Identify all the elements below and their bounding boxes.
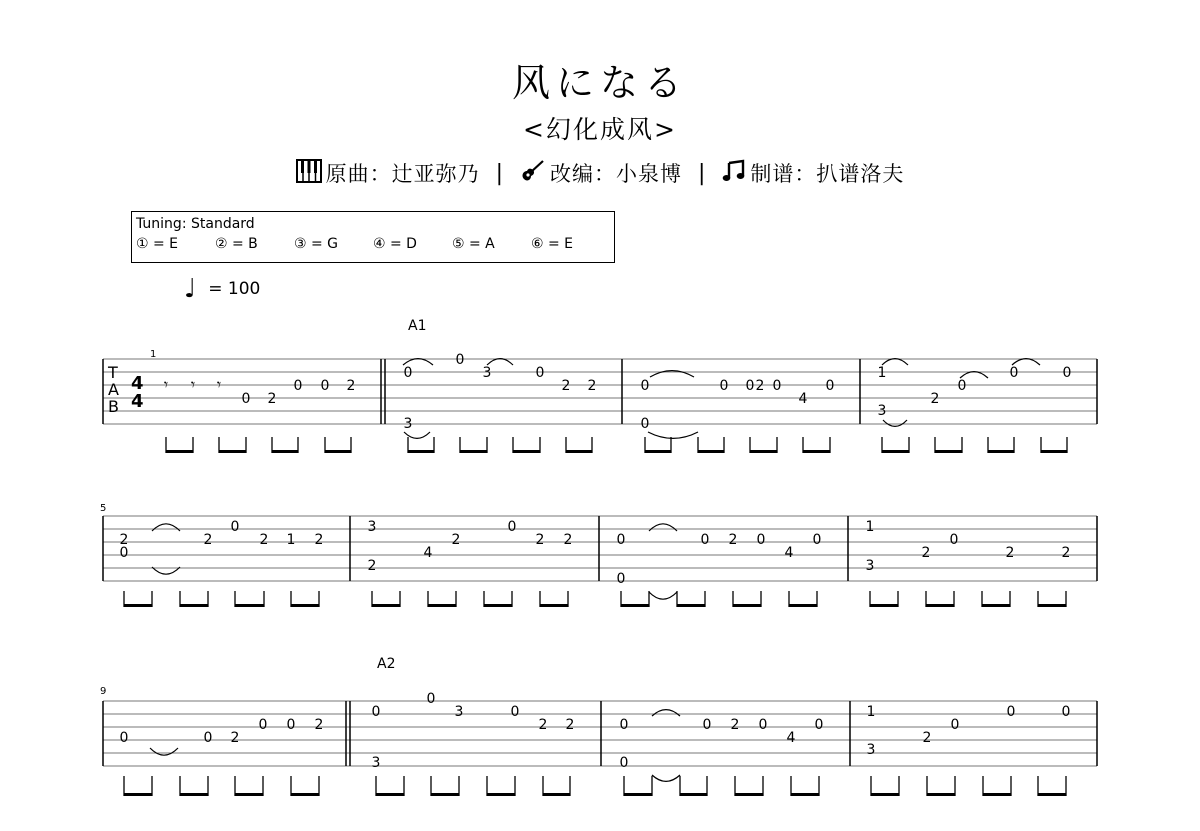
- fret-number: 0: [230, 519, 240, 535]
- score-subtitle: <幻化成风>: [523, 115, 677, 144]
- fret-number: 0: [371, 704, 381, 720]
- note-beam: [983, 793, 1011, 796]
- note-beam: [791, 793, 819, 796]
- note-beam: [166, 450, 193, 453]
- tie-arc: [883, 420, 907, 426]
- fret-number: 0: [286, 717, 296, 733]
- fret-number: 0: [1062, 365, 1072, 381]
- quarter-note-icon: ♩: [184, 274, 197, 304]
- fret-number: 0: [619, 717, 629, 733]
- fret-number: 1: [286, 532, 296, 548]
- fret-number: 3: [454, 704, 464, 720]
- fret-number: 0: [510, 704, 520, 720]
- fret-number: 1: [866, 704, 876, 720]
- tie-arc: [152, 524, 180, 531]
- tuning-string-4: ④ = D: [373, 236, 417, 252]
- measure-11: [620, 717, 824, 771]
- fret-number: 0: [640, 416, 650, 432]
- fret-number: 2: [267, 391, 277, 407]
- note-beam: [431, 793, 459, 796]
- fret-number: 0: [619, 755, 629, 771]
- fret-number: 4: [786, 730, 796, 746]
- fret-number: 2: [587, 378, 597, 394]
- note-beam: [988, 450, 1014, 453]
- fret-number: 3: [866, 742, 876, 758]
- fret-number: 0: [119, 545, 129, 561]
- measure-12: [867, 704, 1071, 758]
- fret-number: 4: [798, 391, 808, 407]
- note-beam: [698, 450, 724, 453]
- section-marker-a1: A1: [408, 318, 427, 334]
- note-beam: [235, 793, 263, 796]
- fret-number: 3: [482, 365, 492, 381]
- fret-number: 2: [230, 730, 240, 746]
- time-signature-bottom: 4: [131, 391, 144, 412]
- fret-number: 0: [814, 717, 824, 733]
- fret-number: 0: [241, 391, 251, 407]
- note-beam: [180, 604, 208, 607]
- credit-separator: |: [698, 160, 707, 186]
- fret-number: 2: [203, 532, 213, 548]
- note-beam: [540, 604, 568, 607]
- tab-clef-a: A: [108, 380, 119, 399]
- note-beam: [291, 604, 319, 607]
- fret-number: 0: [320, 378, 330, 394]
- note-beam: [235, 604, 264, 607]
- tie-arc: [652, 775, 680, 781]
- credit-transcriber-value: 扒谱洛夫: [816, 162, 905, 186]
- fret-number: 2: [563, 532, 573, 548]
- fret-number: 0: [535, 365, 545, 381]
- tab-clef-t: T: [108, 363, 118, 382]
- credit-transcriber-label: 制谱：: [750, 162, 817, 186]
- fret-number: 0: [719, 378, 729, 394]
- tuning-string-3: ③ = G: [294, 236, 339, 252]
- fret-number: 2: [119, 532, 129, 548]
- eighth-rest: 𝄾: [190, 375, 196, 394]
- tuning-value: Standard: [191, 216, 255, 232]
- fret-number: 2: [346, 378, 356, 394]
- fret-number: 0: [1006, 704, 1016, 720]
- measure-7: [617, 532, 822, 587]
- note-beam: [870, 604, 898, 607]
- fret-number: 0: [1061, 704, 1071, 720]
- fret-number: 4: [423, 545, 433, 561]
- measure-8: [866, 519, 1071, 574]
- fret-number: 0: [640, 378, 650, 394]
- fret-number: 3: [371, 755, 381, 771]
- credit-composer-label: 原曲：: [325, 162, 392, 186]
- fret-number: 0: [812, 532, 822, 548]
- tie-arc: [150, 748, 178, 755]
- note-beam: [408, 450, 434, 453]
- fret-number: 3: [877, 403, 887, 419]
- tie-arc: [649, 524, 677, 531]
- fret-number: 0: [293, 378, 303, 394]
- tie-arc: [649, 592, 677, 599]
- fret-number: 0: [745, 378, 755, 394]
- measure-10: [372, 691, 575, 771]
- credit-arranger-label: 改编：: [550, 162, 616, 186]
- fret-number: 0: [950, 717, 960, 733]
- note-beam: [735, 793, 763, 796]
- note-beam: [291, 793, 319, 796]
- note-beam: [372, 604, 400, 607]
- note-beam: [566, 450, 592, 453]
- credit-separator: |: [495, 160, 504, 186]
- note-beam: [677, 604, 705, 607]
- fret-number: 0: [616, 571, 626, 587]
- tab-clef-b: B: [108, 397, 119, 416]
- fret-number: 2: [561, 378, 571, 394]
- fret-number: 2: [314, 717, 324, 733]
- note-beam: [124, 604, 152, 607]
- section-marker-a2: A2: [377, 656, 396, 672]
- fret-number: 3: [865, 558, 875, 574]
- fret-number: 2: [259, 532, 269, 548]
- note-beam: [487, 793, 515, 796]
- tie-arc: [648, 432, 698, 438]
- fret-number: 0: [507, 519, 517, 535]
- fret-number: 2: [921, 545, 931, 561]
- note-beam: [645, 450, 671, 453]
- fret-number: 0: [455, 352, 465, 368]
- tab-systems: [103, 359, 1097, 796]
- note-beam: [935, 450, 962, 453]
- note-beam: [926, 604, 954, 607]
- measure-1: [164, 375, 356, 407]
- fret-number: 0: [616, 532, 626, 548]
- fret-number: 4: [784, 545, 794, 561]
- fret-number: 0: [403, 365, 413, 381]
- tuning-string-1: ① = E: [136, 236, 179, 252]
- note-beam: [680, 793, 707, 796]
- fret-number: 2: [728, 532, 738, 548]
- note-beam: [484, 604, 512, 607]
- fret-number: 1: [877, 365, 887, 381]
- tuning-string-6: ⑥ = E: [531, 236, 574, 252]
- fret-number: 2: [314, 532, 324, 548]
- tie-arc: [652, 710, 680, 716]
- credit-arranger-value: 小泉博: [616, 162, 682, 186]
- score-title: 风になる: [511, 61, 688, 105]
- fret-number: 0: [1009, 365, 1019, 381]
- fret-number: 2: [538, 717, 548, 733]
- fret-number: 0: [203, 730, 213, 746]
- note-beam: [982, 604, 1010, 607]
- fret-number: 0: [258, 717, 268, 733]
- tuning-string-5: ⑤ = A: [452, 236, 495, 252]
- note-beam: [871, 793, 899, 796]
- note-beam: [750, 450, 777, 453]
- note-beam: [1041, 450, 1067, 453]
- note-beam: [1038, 793, 1066, 796]
- fret-number: 0: [758, 717, 768, 733]
- fret-number: 0: [957, 378, 967, 394]
- fret-number: 2: [922, 730, 932, 746]
- measure-number: 1: [150, 349, 157, 360]
- eighth-rest: 𝄾: [216, 375, 222, 394]
- measure-number: 9: [100, 686, 107, 697]
- fret-number: 2: [1005, 545, 1015, 561]
- eighth-rest: 𝄾: [163, 375, 169, 394]
- measure-9: [120, 717, 324, 746]
- fret-number: 0: [426, 691, 436, 707]
- fret-number: 2: [535, 532, 545, 548]
- fret-number: 3: [367, 519, 377, 535]
- note-beam: [180, 793, 208, 796]
- fret-number: 2: [367, 558, 377, 574]
- fret-number: 0: [825, 378, 835, 394]
- note-beam: [513, 450, 540, 453]
- note-beam: [543, 793, 570, 796]
- measure-6: [368, 519, 573, 574]
- fret-number: 3: [403, 416, 413, 432]
- fret-number: 0: [700, 532, 710, 548]
- fret-number: 0: [119, 730, 129, 746]
- note-beam: [621, 604, 649, 607]
- note-beam: [124, 793, 152, 796]
- note-beam: [1038, 604, 1066, 607]
- note-beam: [733, 604, 761, 607]
- time-signature-top: 4: [131, 373, 144, 394]
- fret-number: 1: [865, 519, 875, 535]
- fret-number: 2: [565, 717, 575, 733]
- fret-number: 0: [702, 717, 712, 733]
- tempo-value: = 100: [208, 279, 261, 299]
- fret-number: 0: [949, 532, 959, 548]
- note-beam: [803, 450, 830, 453]
- fret-number: 0: [772, 378, 782, 394]
- note-beam: [272, 450, 298, 453]
- note-beam: [927, 793, 955, 796]
- tuning-string-2: ② = B: [215, 236, 258, 252]
- fret-number: 2: [930, 391, 940, 407]
- fret-number: 2: [755, 378, 765, 394]
- note-beam: [882, 450, 909, 453]
- note-beam: [624, 793, 652, 796]
- note-beam: [219, 450, 246, 453]
- fret-number: 2: [451, 532, 461, 548]
- fret-number: 2: [1061, 545, 1071, 561]
- fret-number: 0: [756, 532, 766, 548]
- note-beam: [428, 604, 456, 607]
- note-beam: [376, 793, 404, 796]
- credit-composer-value: 辻亚弥乃: [391, 162, 480, 186]
- note-beam: [460, 450, 487, 453]
- note-beam: [789, 604, 817, 607]
- fret-number: 2: [730, 717, 740, 733]
- note-beam: [325, 450, 351, 453]
- tuning-label: Tuning:: [136, 216, 187, 232]
- measure-number: 5: [100, 503, 107, 514]
